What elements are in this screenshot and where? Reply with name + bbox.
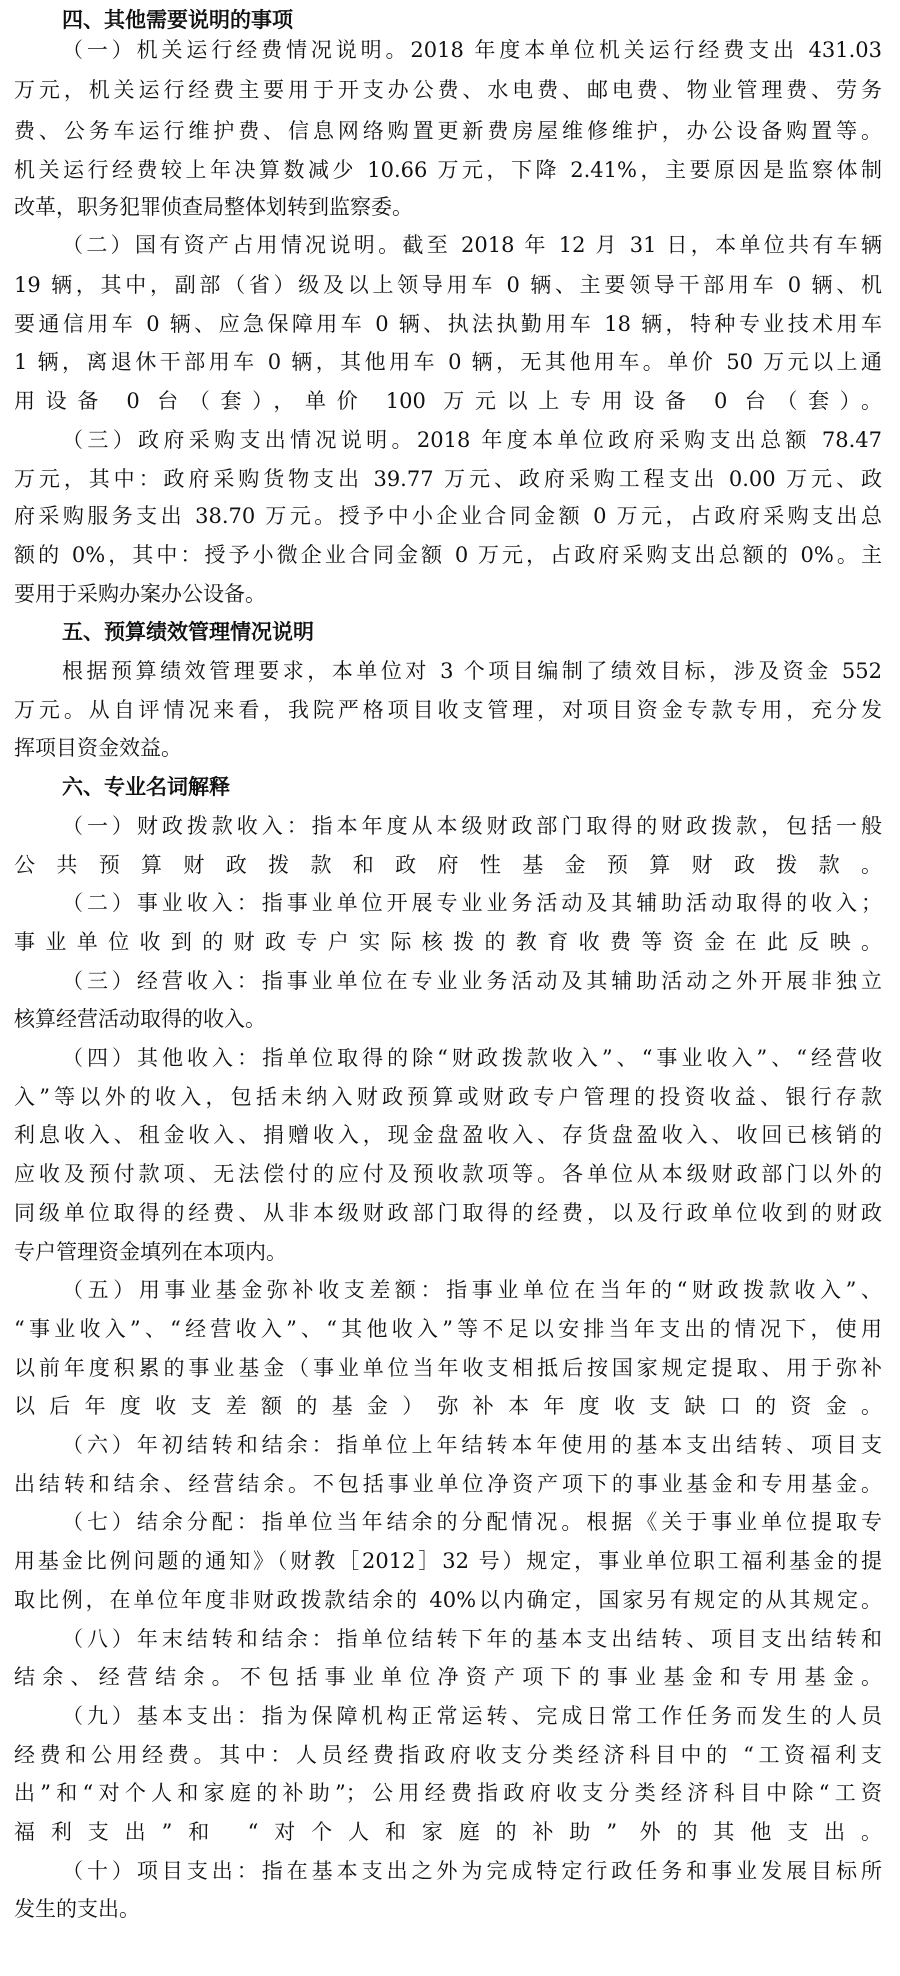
paragraph-line: （三）经营收入：指事业单位在专业业务活动及其辅助活动之外开展非独立: [62, 969, 882, 993]
paragraph-line: 万元，其中：政府采购货物支出 39.77 万元、政府采购工程支出 0.00 万元、政: [14, 467, 882, 491]
paragraph-line: 费、公务车运行维护费、信息网络购置更新费房屋维修维护，办公设备购置等。: [14, 119, 882, 143]
paragraph-line: （二）国有资产占用情况说明。截至 2018 年 12 月 31 日，本单位共有车辆: [62, 233, 882, 257]
paragraph-line: 要用于采购办案办公设备。: [14, 582, 266, 606]
paragraph-line: （八）年末结转和结余：指单位结转下年的基本支出结转、项目支出结转和: [62, 1627, 882, 1651]
paragraph-line: （一）机关运行经费情况说明。2018 年度本单位机关运行经费支出 431.03: [62, 38, 882, 62]
paragraph-line: 事业单位收到的财政专户实际核拨的教育收费等资金在此反映。: [14, 930, 882, 954]
section-heading: 四、其他需要说明的事项: [62, 7, 293, 32]
paragraph-line: 应收及预付款项、无法偿付的应付及预收款项等。各单位从本级财政部门以外的: [14, 1162, 882, 1186]
paragraph-line: 府采购服务支出 38.70 万元。授予中小企业合同金额 0 万元，占政府采购支出总: [14, 504, 882, 528]
section-heading: 六、专业名词解释: [62, 774, 230, 799]
paragraph-line: 以后年度收支差额的基金）弥补本年度收支缺口的资金。: [14, 1394, 882, 1418]
paragraph-line: （一）财政拨款收入：指本年度从本级财政部门取得的财政拨款，包括一般: [62, 814, 882, 838]
paragraph-line: 用设备 0 台（套），单价 100 万元以上专用设备 0 台（套）。: [14, 389, 882, 413]
paragraph-line: （四）其他收入：指单位取得的除“财政拨款收入”、“事业收入”、“经营收: [62, 1046, 882, 1070]
paragraph-line: 取比例，在单位年度非财政拨款结余的 40%以内确定，国家另有规定的从其规定。: [14, 1588, 882, 1612]
paragraph-line: 结余、经营结余。不包括事业单位净资产项下的事业基金和专用基金。: [14, 1665, 882, 1689]
paragraph-line: 专户管理资金填列在本项内。: [14, 1240, 287, 1264]
paragraph-line: （九）基本支出：指为保障机构正常运转、完成日常工作任务而发生的人员: [62, 1704, 882, 1728]
paragraph-line: 公共预算财政拨款和政府性基金预算财政拨款。: [14, 853, 882, 877]
section-heading: 五、预算绩效管理情况说明: [62, 619, 314, 644]
paragraph-line: 出”和“对个人和家庭的补助”；公用经费指政府收支分类经济科目中除“工资: [14, 1781, 882, 1805]
paragraph-line: 同级单位取得的经费、从非本级财政部门取得的经费，以及行政单位收到的财政: [14, 1201, 882, 1225]
paragraph-line: （五）用事业基金弥补收支差额：指事业单位在当年的“财政拨款收入”、: [62, 1278, 882, 1302]
paragraph-line: “事业收入”、“经营收入”、“其他收入”等不足以安排当年支出的情况下，使用: [14, 1317, 882, 1341]
paragraph-line: 根据预算绩效管理要求，本单位对 3 个项目编制了绩效目标，涉及资金 552: [62, 659, 882, 683]
paragraph-line: （六）年初结转和结余：指单位上年结转本年使用的基本支出结转、项目支: [62, 1433, 882, 1457]
paragraph-line: 用基金比例问题的通知》（财教［2012］32 号）规定，事业单位职工福利基金的提: [14, 1549, 882, 1573]
paragraph-line: 机关运行经费较上年决算数减少 10.66 万元，下降 2.41%，主要原因是监察体制: [14, 158, 882, 182]
paragraph-line: 出结转和结余、经营结余。不包括事业单位净资产项下的事业基金和专用基金。: [14, 1472, 882, 1496]
paragraph-line: 万元，机关运行经费主要用于开支办公费、水电费、邮电费、物业管理费、劳务: [14, 78, 882, 102]
paragraph-line: 19 辆，其中，副部（省）级及以上领导用车 0 辆、主要领导干部用车 0 辆、机: [14, 273, 882, 297]
paragraph-line: 核算经营活动取得的收入。: [14, 1007, 266, 1031]
paragraph-line: 要通信用车 0 辆、应急保障用车 0 辆、执法执勤用车 18 辆，特种专业技术用车: [14, 312, 882, 336]
paragraph-line: （三）政府采购支出情况说明。2018 年度本单位政府采购支出总额 78.47: [62, 428, 882, 452]
paragraph-line: 额的 0%，其中：授予小微企业合同金额 0 万元，占政府采购支出总额的 0%。主: [14, 543, 882, 567]
paragraph-line: 以前年度积累的事业基金（事业单位当年收支相抵后按国家规定提取、用于弥补: [14, 1356, 882, 1380]
paragraph-line: 利息收入、租金收入、捐赠收入，现金盘盈收入、存货盘盈收入、收回已核销的: [14, 1123, 882, 1147]
paragraph-line: （七）结余分配：指单位当年结余的分配情况。根据《关于事业单位提取专: [62, 1510, 882, 1534]
paragraph-line: 发生的支出。: [14, 1897, 140, 1921]
paragraph-line: 经费和公用经费。其中：人员经费指政府收支分类经济科目中的 “工资福利支: [14, 1743, 882, 1767]
paragraph-line: 福利支出”和 “对个人和家庭的补助” 外的其他支出。: [14, 1820, 882, 1844]
paragraph-line: （十）项目支出：指在基本支出之外为完成特定行政任务和事业发展目标所: [62, 1859, 882, 1883]
paragraph-line: 入”等以外的收入，包括未纳入财政预算或财政专户管理的投资收益、银行存款: [14, 1085, 882, 1109]
paragraph-line: 1 辆，离退休干部用车 0 辆，其他用车 0 辆，无其他用车。单价 50 万元以上通: [14, 350, 882, 374]
paragraph-line: 万元。从自评情况来看，我院严格项目收支管理，对项目资金专款专用，充分发: [14, 698, 882, 722]
paragraph-line: 挥项目资金效益。: [14, 736, 182, 760]
paragraph-line: （二）事业收入：指事业单位开展专业业务活动及其辅助活动取得的收入；: [62, 891, 882, 915]
paragraph-line: 改革，职务犯罪侦查局整体划转到监察委。: [14, 195, 413, 219]
